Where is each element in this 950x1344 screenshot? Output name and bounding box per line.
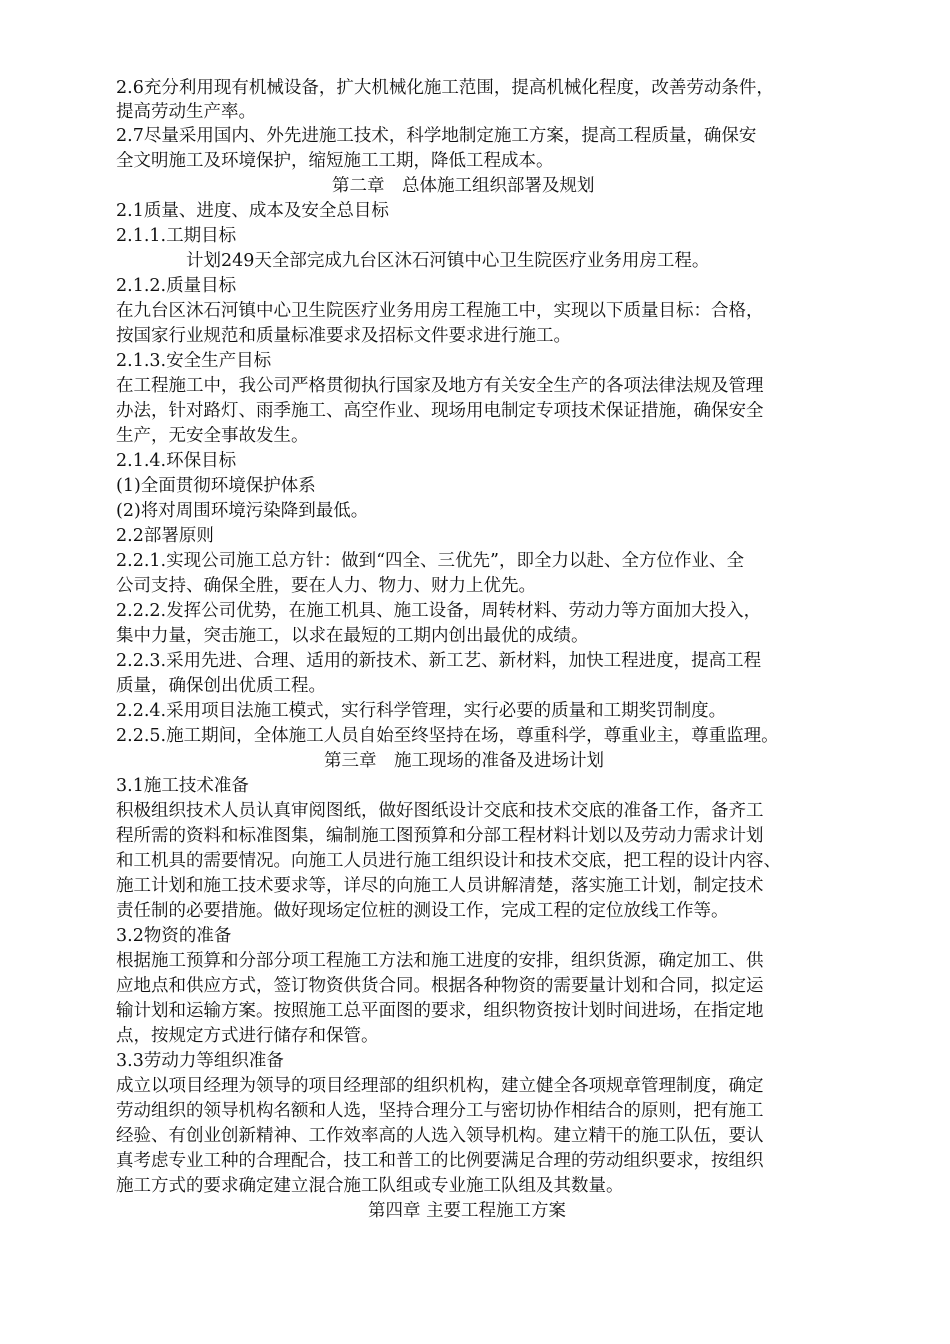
paragraph-line: 成立以项目经理为领导的项目经理部的组织机构，建立健全各项规章管理制度，确定: [116, 1076, 764, 1096]
paragraph-line: 点，按规定方式进行储存和保管。: [116, 1026, 379, 1046]
paragraph-line: 施工计划和施工技术要求等，详尽的向施工人员讲解清楚，落实施工计划，制定技术: [116, 876, 764, 896]
list-item: (2)将对周围环境污染降到最低。: [116, 501, 369, 521]
paragraph-line: 根据施工预算和分部分项工程施工方法和施工进度的安排，组织货源，确定加工、供: [116, 951, 764, 971]
paragraph-line: 提高劳动生产率。: [116, 102, 256, 122]
paragraph-line: 2.2.1.实现公司施工总方针：做到“四全、三优先”，即全力以赴、全方位作业、全: [116, 551, 744, 571]
section-heading: 2.2部署原则: [116, 526, 214, 546]
paragraph-line: 施工方式的要求确定建立混合施工队组或专业施工队组及其数量。: [116, 1176, 624, 1196]
paragraph-line: 计划249天全部完成九台区沐石河镇中心卫生院医疗业务用房工程。: [186, 251, 710, 271]
paragraph-line: 集中力量，突击施工，以求在最短的工期内创出最优的成绩。: [116, 626, 589, 646]
paragraph-line: 在九台区沐石河镇中心卫生院医疗业务用房工程施工中，实现以下质量目标：合格，: [116, 301, 764, 321]
paragraph-line: 2.6充分利用现有机械设备，扩大机械化施工范围，提高机械化程度，改善劳动条件，: [116, 78, 774, 98]
subsection-heading: 2.1.1.工期目标: [116, 226, 237, 246]
section-heading: 3.2物资的准备: [116, 926, 232, 946]
paragraph-line: 输计划和运输方案。按照施工总平面图的要求，组织物资按计划时间进场，在指定地: [116, 1001, 764, 1021]
section-heading: 2.1质量、进度、成本及安全总目标: [116, 201, 389, 221]
paragraph-line: 程所需的资料和标准图集，编制施工图预算和分部工程材料计划以及劳动力需求计划: [116, 826, 764, 846]
paragraph-line: 办法，针对路灯、雨季施工、高空作业、现场用电制定专项技术保证措施，确保安全: [116, 401, 764, 421]
paragraph-line: 2.2.2.发挥公司优势，在施工机具、施工设备，周转材料、劳动力等方面加大投入，: [116, 601, 762, 621]
paragraph-line: 质量，确保创出优质工程。: [116, 676, 326, 696]
paragraph-line: 2.2.5.施工期间，全体施工人员自始至终坚持在场，尊重科学，尊重业主，尊重监理。: [116, 726, 779, 746]
paragraph-line: 全文明施工及环境保护，缩短施工工期，降低工程成本。: [116, 151, 554, 171]
paragraph-line: 和工机具的需要情况。向施工人员进行施工组织设计和技术交底，把工程的设计内容、: [116, 851, 781, 871]
subsection-heading: 2.1.4.环保目标: [116, 451, 237, 471]
paragraph-line: 应地点和供应方式，签订物资供货合同。根据各种物资的需要量计划和合同，拟定运: [116, 976, 764, 996]
paragraph-line: 积极组织技术人员认真审阅图纸，做好图纸设计交底和技术交底的准备工作，备齐工: [116, 801, 764, 821]
list-item: (1)全面贯彻环境保护体系: [116, 476, 316, 496]
paragraph-line: 真考虑专业工种的合理配合，技工和普工的比例要满足合理的劳动组织要求，按组织: [116, 1151, 764, 1171]
paragraph-line: 公司支持、确保全胜，要在人力、物力、财力上优先。: [116, 576, 536, 596]
subsection-heading: 2.1.2.质量目标: [116, 276, 237, 296]
paragraph-line: 2.2.3.采用先进、合理、适用的新技术、新工艺、新材料，加快工程进度，提高工程: [116, 651, 762, 671]
paragraph-line: 2.2.4.采用项目法施工模式，实行科学管理，实行必要的质量和工期奖罚制度。: [116, 701, 727, 721]
paragraph-line: 经验、有创业创新精神、工作效率高的人选入领导机构。建立精干的施工队伍，要认: [116, 1126, 764, 1146]
section-heading: 3.1施工技术准备: [116, 776, 249, 796]
chapter-heading: 第四章 主要工程施工方案: [368, 1201, 567, 1221]
paragraph-line: 责任制的必要措施。做好现场定位桩的测设工作，完成工程的定位放线工作等。: [116, 901, 729, 921]
paragraph-line: 在工程施工中，我公司严格贯彻执行国家及地方有关安全生产的各项法律法规及管理: [116, 376, 764, 396]
chapter-heading: 第三章 施工现场的准备及进场计划: [324, 751, 604, 771]
section-heading: 3.3劳动力等组织准备: [116, 1051, 284, 1071]
subsection-heading: 2.1.3.安全生产目标: [116, 351, 272, 371]
paragraph-line: 2.7尽量采用国内、外先进施工技术，科学地制定施工方案，提高工程质量，确保安: [116, 126, 757, 146]
chapter-heading: 第二章 总体施工组织部署及规划: [332, 176, 595, 196]
paragraph-line: 按国家行业规范和质量标准要求及招标文件要求进行施工。: [116, 326, 571, 346]
paragraph-line: 劳动组织的领导机构名额和人选，坚持合理分工与密切协作相结合的原则，把有施工: [116, 1101, 764, 1121]
paragraph-line: 生产，无安全事故发生。: [116, 426, 309, 446]
